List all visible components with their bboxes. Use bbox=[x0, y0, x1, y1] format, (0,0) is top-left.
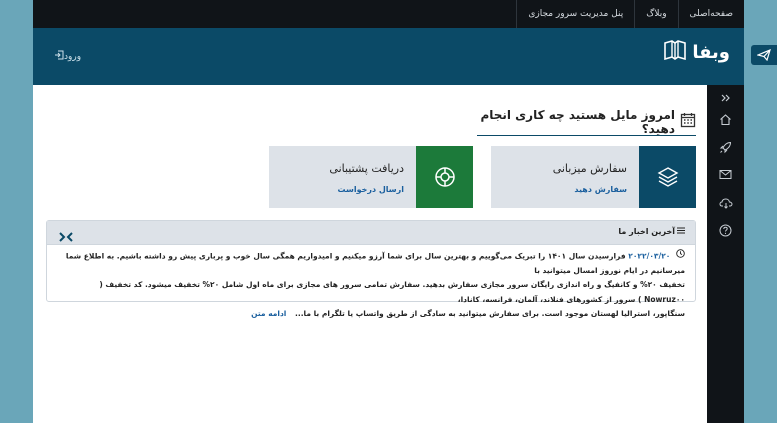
home-icon[interactable] bbox=[716, 110, 735, 129]
telegram-button[interactable] bbox=[751, 45, 777, 65]
news-arrows bbox=[57, 227, 75, 246]
order-link[interactable]: سفارش دهید bbox=[574, 185, 627, 194]
paper-plane-icon bbox=[757, 46, 771, 65]
sidebar bbox=[707, 85, 744, 423]
clock-icon bbox=[676, 249, 685, 264]
news-line-1: فرارسیدن سال ۱۴۰۱ را تبریک می‌گوییم و بهترین سال برای شما آرزو میکنیم و امیدواریم همگی سال خوب و پرباری پیش رو داشته باشیم. به اطلاع شما میرسانیم در ایام نوروز امسال میتوانید با bbox=[65, 251, 685, 275]
order-hosting-card[interactable] bbox=[491, 146, 696, 208]
news-header bbox=[47, 221, 695, 245]
cloud-download-icon[interactable] bbox=[716, 193, 735, 212]
card-title: دریافت پشتیبانی bbox=[329, 162, 404, 175]
chevron-left-icon[interactable] bbox=[66, 227, 75, 246]
news-date: ۲۰۲۲/۰۳/۲۰ bbox=[628, 251, 671, 261]
login-icon bbox=[51, 50, 64, 63]
login-link[interactable] bbox=[51, 50, 81, 63]
news-line-2: تخفیف ۲۰% و کانفیگ و راه اندازی رایگان سرور مجازی سفارش بدهید. سفارش تمامی سرور های مجازی برای ماه اول شامل ۲۰% تخفیف میشود. کد تخفیف ( Nowruz۰۰ ) سرور از کشورهای فنلاند، آلمان، فرانسه، کانادا، bbox=[99, 280, 685, 304]
calendar-icon bbox=[680, 112, 696, 132]
top-nav bbox=[516, 0, 744, 28]
login-label: ورود bbox=[64, 51, 82, 62]
chevron-right-icon[interactable] bbox=[57, 227, 66, 246]
news-line-3: سنگاپور، استرالیا لهستان موجود است. برای سفارش میتوانید به سادگی از طریق واتساپ یا تلگرام با ما... bbox=[295, 309, 685, 319]
nav-home[interactable]: صفحه‌اصلی bbox=[678, 0, 744, 28]
lifebuoy-icon bbox=[416, 146, 473, 208]
support-card[interactable] bbox=[269, 146, 473, 208]
collapse-icon[interactable] bbox=[716, 88, 735, 107]
top-bar bbox=[33, 0, 744, 28]
help-icon[interactable] bbox=[716, 221, 735, 240]
page-frame bbox=[33, 0, 744, 423]
layers-icon bbox=[639, 146, 696, 208]
mail-icon[interactable] bbox=[716, 165, 735, 184]
news-panel bbox=[46, 220, 696, 319]
book-icon bbox=[664, 40, 686, 64]
header bbox=[33, 28, 744, 85]
read-more-link[interactable]: ادامه متن bbox=[251, 309, 287, 319]
brand-name: وبفا bbox=[692, 41, 730, 63]
nav-blog[interactable]: وبلاگ bbox=[634, 0, 677, 28]
nav-vps-panel[interactable]: پنل مدیریت سرور مجازی bbox=[516, 0, 634, 28]
logo[interactable] bbox=[664, 40, 730, 64]
list-icon bbox=[675, 227, 685, 236]
page-question bbox=[477, 108, 696, 136]
news-title bbox=[618, 227, 685, 236]
news-item bbox=[47, 245, 695, 322]
news-title-text: آخرین اخبار ما bbox=[618, 227, 675, 236]
rocket-icon[interactable] bbox=[716, 138, 735, 157]
question-text: امروز مایل هستید چه کاری انجام دهید؟ bbox=[480, 107, 675, 136]
card-title: سفارش میزبانی bbox=[552, 162, 627, 175]
ticket-link[interactable]: ارسال درخواست bbox=[337, 185, 404, 194]
